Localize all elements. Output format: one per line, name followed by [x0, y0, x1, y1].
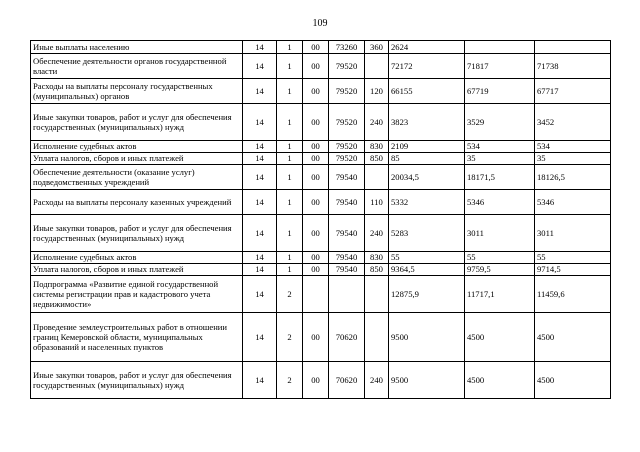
amount-year3-cell [535, 41, 611, 54]
subsection-code-cell: 1 [277, 79, 303, 104]
row-name-cell: Исполнение судебных актов [31, 252, 243, 264]
program-code-cell: 00 [303, 141, 329, 153]
expense-type-cell: 850 [365, 264, 389, 276]
subsection-code-cell: 1 [277, 153, 303, 165]
program-code-cell: 00 [303, 41, 329, 54]
direction-code-cell: 79540 [329, 165, 365, 190]
amount-year2-cell: 4500 [465, 362, 535, 399]
budget-table [30, 40, 611, 399]
subsection-code-cell: 2 [277, 313, 303, 362]
direction-code-cell: 73260 [329, 41, 365, 54]
table-row [31, 215, 611, 252]
direction-code-cell: 79520 [329, 141, 365, 153]
program-code-cell: 00 [303, 252, 329, 264]
row-name-cell: Иные закупки товаров, работ и услуг для обеспечения государственных (муниципальных) нужд [31, 215, 243, 252]
amount-year3-cell: 4500 [535, 313, 611, 362]
amount-year3-cell: 55 [535, 252, 611, 264]
table-row [31, 276, 611, 313]
row-name-cell: Проведение землеустроительных работ в отношении границ Кемеровской области, муниципальных образований и населенных пунктов [31, 313, 243, 362]
direction-code-cell: 79520 [329, 79, 365, 104]
program-code-cell: 00 [303, 54, 329, 79]
amount-year3-cell: 9714,5 [535, 264, 611, 276]
table-row [31, 313, 611, 362]
section-code-cell: 14 [243, 264, 277, 276]
program-code-cell: 00 [303, 215, 329, 252]
expense-type-cell: 240 [365, 215, 389, 252]
subsection-code-cell: 1 [277, 104, 303, 141]
amount-year1-cell: 12875,9 [389, 276, 465, 313]
amount-year1-cell: 72172 [389, 54, 465, 79]
program-code-cell: 00 [303, 362, 329, 399]
subsection-code-cell: 1 [277, 252, 303, 264]
amount-year2-cell: 11717,1 [465, 276, 535, 313]
row-name-cell: Расходы на выплаты персоналу казенных учреждений [31, 190, 243, 215]
direction-code-cell: 79520 [329, 54, 365, 79]
program-code-cell: 00 [303, 264, 329, 276]
row-name-cell: Обеспечение деятельности (оказание услуг) подведомственных учреждений [31, 165, 243, 190]
row-name-cell: Исполнение судебных актов [31, 141, 243, 153]
amount-year2-cell: 67719 [465, 79, 535, 104]
direction-code-cell: 70620 [329, 362, 365, 399]
expense-type-cell: 360 [365, 41, 389, 54]
amount-year1-cell: 5283 [389, 215, 465, 252]
program-code-cell: 00 [303, 79, 329, 104]
amount-year2-cell: 4500 [465, 313, 535, 362]
amount-year2-cell: 9759,5 [465, 264, 535, 276]
amount-year2-cell: 55 [465, 252, 535, 264]
amount-year3-cell: 35 [535, 153, 611, 165]
section-code-cell: 14 [243, 215, 277, 252]
amount-year1-cell: 55 [389, 252, 465, 264]
direction-code-cell: 79540 [329, 215, 365, 252]
program-code-cell: 00 [303, 153, 329, 165]
amount-year2-cell: 35 [465, 153, 535, 165]
row-name-cell: Иные выплаты населению [31, 41, 243, 54]
section-code-cell: 14 [243, 104, 277, 141]
section-code-cell: 14 [243, 362, 277, 399]
direction-code-cell: 79540 [329, 252, 365, 264]
amount-year3-cell: 534 [535, 141, 611, 153]
row-name-cell: Уплата налогов, сборов и иных платежей [31, 153, 243, 165]
amount-year1-cell: 3823 [389, 104, 465, 141]
amount-year3-cell: 11459,6 [535, 276, 611, 313]
table-row [31, 252, 611, 264]
expense-type-cell: 240 [365, 104, 389, 141]
table-row [31, 54, 611, 79]
table-row [31, 79, 611, 104]
row-name-cell: Иные закупки товаров, работ и услуг для обеспечения государственных (муниципальных) нужд [31, 104, 243, 141]
amount-year2-cell: 3529 [465, 104, 535, 141]
expense-type-cell [365, 276, 389, 313]
amount-year3-cell: 3452 [535, 104, 611, 141]
amount-year1-cell: 9500 [389, 362, 465, 399]
section-code-cell: 14 [243, 165, 277, 190]
row-name-cell: Расходы на выплаты персоналу государственных (муниципальных) органов [31, 79, 243, 104]
direction-code-cell: 79540 [329, 264, 365, 276]
expense-type-cell [365, 54, 389, 79]
amount-year3-cell: 3011 [535, 215, 611, 252]
section-code-cell: 14 [243, 153, 277, 165]
amount-year2-cell: 3011 [465, 215, 535, 252]
subsection-code-cell: 1 [277, 141, 303, 153]
amount-year2-cell: 5346 [465, 190, 535, 215]
amount-year2-cell [465, 41, 535, 54]
amount-year3-cell: 5346 [535, 190, 611, 215]
direction-code-cell: 79520 [329, 104, 365, 141]
section-code-cell: 14 [243, 41, 277, 54]
row-name-cell: Иные закупки товаров, работ и услуг для обеспечения государственных (муниципальных) нужд [31, 362, 243, 399]
amount-year2-cell: 18171,5 [465, 165, 535, 190]
expense-type-cell: 110 [365, 190, 389, 215]
table-row [31, 153, 611, 165]
row-name-cell: Обеспечение деятельности органов государственной власти [31, 54, 243, 79]
program-code-cell [303, 276, 329, 313]
page-number: 109 [312, 18, 328, 29]
row-name-cell: Подпрограмма «Развитие единой государственной системы регистрации прав и кадастрового учета недвижимости» [31, 276, 243, 313]
row-name-cell: Уплата налогов, сборов и иных платежей [31, 264, 243, 276]
amount-year1-cell: 2109 [389, 141, 465, 153]
section-code-cell: 14 [243, 141, 277, 153]
section-code-cell: 14 [243, 54, 277, 79]
table-row [31, 141, 611, 153]
amount-year1-cell: 9500 [389, 313, 465, 362]
direction-code-cell: 79540 [329, 190, 365, 215]
expense-type-cell: 830 [365, 141, 389, 153]
amount-year2-cell: 71817 [465, 54, 535, 79]
program-code-cell: 00 [303, 104, 329, 141]
section-code-cell: 14 [243, 313, 277, 362]
program-code-cell: 00 [303, 165, 329, 190]
budget-table-body [31, 41, 611, 399]
subsection-code-cell: 1 [277, 165, 303, 190]
amount-year3-cell: 4500 [535, 362, 611, 399]
amount-year1-cell: 66155 [389, 79, 465, 104]
expense-type-cell: 850 [365, 153, 389, 165]
expense-type-cell: 120 [365, 79, 389, 104]
amount-year3-cell: 71738 [535, 54, 611, 79]
expense-type-cell: 830 [365, 252, 389, 264]
program-code-cell: 00 [303, 313, 329, 362]
amount-year1-cell: 20034,5 [389, 165, 465, 190]
amount-year1-cell: 85 [389, 153, 465, 165]
subsection-code-cell: 1 [277, 215, 303, 252]
expense-type-cell [365, 165, 389, 190]
section-code-cell: 14 [243, 79, 277, 104]
amount-year3-cell: 67717 [535, 79, 611, 104]
amount-year1-cell: 5332 [389, 190, 465, 215]
table-row [31, 41, 611, 54]
amount-year2-cell: 534 [465, 141, 535, 153]
subsection-code-cell: 1 [277, 54, 303, 79]
direction-code-cell [329, 276, 365, 313]
table-row [31, 190, 611, 215]
expense-type-cell: 240 [365, 362, 389, 399]
subsection-code-cell: 1 [277, 190, 303, 215]
direction-code-cell: 70620 [329, 313, 365, 362]
table-row [31, 264, 611, 276]
program-code-cell: 00 [303, 190, 329, 215]
section-code-cell: 14 [243, 276, 277, 313]
expense-type-cell [365, 313, 389, 362]
amount-year1-cell: 2624 [389, 41, 465, 54]
amount-year1-cell: 9364,5 [389, 264, 465, 276]
subsection-code-cell: 2 [277, 362, 303, 399]
table-row [31, 362, 611, 399]
table-row [31, 104, 611, 141]
direction-code-cell: 79520 [329, 153, 365, 165]
table-row [31, 165, 611, 190]
subsection-code-cell: 2 [277, 276, 303, 313]
subsection-code-cell: 1 [277, 264, 303, 276]
section-code-cell: 14 [243, 252, 277, 264]
subsection-code-cell: 1 [277, 41, 303, 54]
amount-year3-cell: 18126,5 [535, 165, 611, 190]
section-code-cell: 14 [243, 190, 277, 215]
